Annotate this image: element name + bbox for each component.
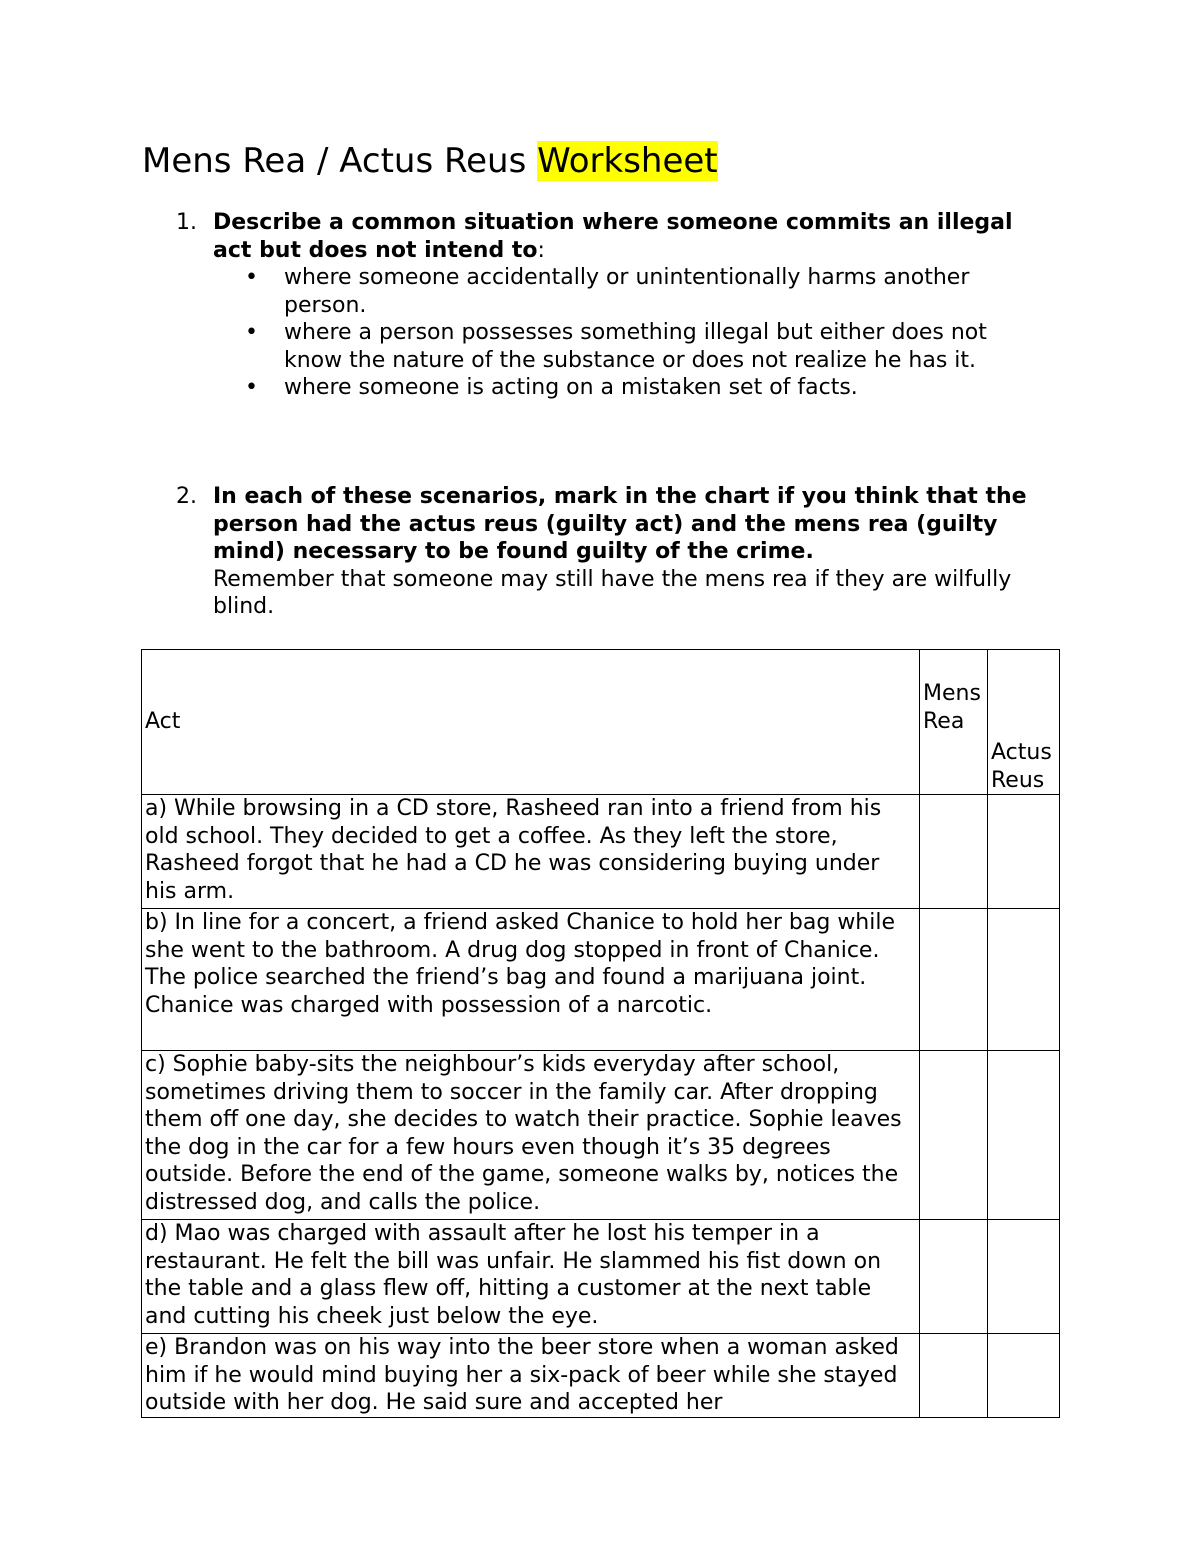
scenario-b-actus-reus-cell[interactable]: [988, 909, 1060, 1051]
header-act: Act: [142, 650, 920, 795]
question-1-bullet-list: [213, 264, 1046, 402]
table-row: [142, 909, 1060, 1051]
list-item: [213, 374, 1046, 402]
scenario-a-mens-rea-cell[interactable]: [920, 795, 988, 909]
bullet-icon: •: [245, 375, 258, 400]
scenario-b-text: b) In line for a concert, a friend asked Chanice to hold her bag while she went to the bathroom. A drug dog stopped in front of Chanice. The police searched the friend’s bag and found a marijuana joint. Chanice was charged with possession of a narcotic.: [142, 909, 920, 1051]
header-actus-reus: Actus Reus: [988, 650, 1060, 795]
list-item: [213, 264, 1046, 319]
scenario-d-mens-rea-cell[interactable]: [920, 1220, 988, 1334]
table-row: [142, 795, 1060, 909]
scenario-e-text: e) Brandon was on his way into the beer store when a woman asked him if he would mind buying her a six-pack of beer while she stayed outside with her dog. He said sure and accepted her: [142, 1334, 920, 1418]
scenario-c-mens-rea-cell[interactable]: [920, 1051, 988, 1220]
header-mens-rea: Mens Rea: [920, 650, 988, 795]
list-item: [213, 319, 1046, 374]
title-highlight: Worksheet: [537, 141, 718, 181]
scenario-b-mens-rea-cell[interactable]: [920, 909, 988, 1051]
scenario-c-actus-reus-cell[interactable]: [988, 1051, 1060, 1220]
bullet-text: where someone is acting on a mistaken set of facts.: [284, 375, 858, 400]
table-row: [142, 1051, 1060, 1220]
scenario-a-actus-reus-cell[interactable]: [988, 795, 1060, 909]
table-row: [142, 1334, 1060, 1418]
question-1-suffix: :: [537, 237, 545, 263]
question-2-note: Remember that someone may still have the mens rea if they are wilfully blind.: [213, 566, 1012, 619]
bullet-icon: •: [245, 265, 258, 290]
bullet-text: where a person possesses something illegal but either does not know the nature of the substance or does not realize he has it.: [284, 320, 987, 373]
question-1: [176, 209, 1046, 402]
scenario-e-mens-rea-cell[interactable]: [920, 1334, 988, 1418]
bullet-text: where someone accidentally or unintentionally harms another person.: [284, 265, 970, 318]
question-1-number: 1.: [176, 210, 197, 235]
scenario-a-text: a) While browsing in a CD store, Rasheed ran into a friend from his old school. They decided to get a coffee. As they left the store, Rasheed forgot that he had a CD he was considering buying under his arm.: [142, 795, 920, 909]
table-header-row: [142, 650, 1060, 795]
bullet-icon: •: [245, 320, 258, 345]
question-2: [176, 483, 1046, 621]
table-row: [142, 1220, 1060, 1334]
scenario-d-text: d) Mao was charged with assault after he lost his temper in a restaurant. He felt the bill was unfair. He slammed his fist down on the table and a glass flew off, hitting a customer at the next table and cutting his cheek just below the eye.: [142, 1220, 920, 1334]
page-title: [142, 138, 718, 184]
question-2-prompt: In each of these scenarios, mark in the chart if you think that the person had the actus reus (guilty act) and the mens rea (guilty mind) necessary to be found guilty of the crime.: [213, 484, 1027, 564]
scenario-d-actus-reus-cell[interactable]: [988, 1220, 1060, 1334]
scenario-c-text: c) Sophie baby-sits the neighbour’s kids everyday after school, sometimes driving them to soccer in the family car. After dropping them off one day, she decides to watch their practice. Sophie leaves the dog in the car for a few hours even though it’s 35 degrees outside. Before the end of the game, someone walks by, notices the distressed dog, and calls the police.: [142, 1051, 920, 1220]
question-2-number: 2.: [176, 484, 197, 509]
scenario-e-actus-reus-cell[interactable]: [988, 1334, 1060, 1418]
question-1-prompt: Describe a common situation where someone commits an illegal act but does not intend to: [213, 210, 1013, 263]
scenario-chart: [141, 649, 1060, 1418]
title-main: Mens Rea / Actus Reus: [142, 141, 538, 181]
